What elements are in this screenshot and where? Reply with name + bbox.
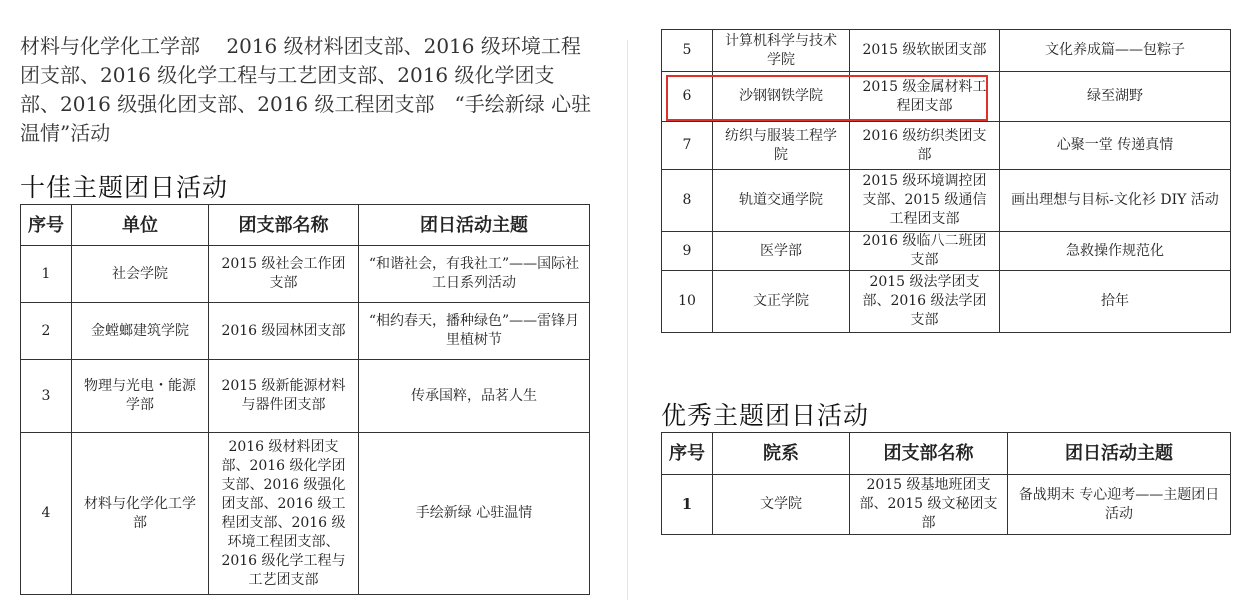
row-unit: 沙钢钢铁学院	[713, 72, 850, 122]
excellent-table	[661, 432, 1231, 535]
table-row	[662, 30, 1231, 72]
row-theme: 手绘新绿 心驻温情	[359, 433, 590, 595]
row-branch: 2015 级软嵌团支部	[850, 30, 1000, 72]
row-branch: 2016 级园林团支部	[209, 303, 359, 360]
row-no: 7	[662, 122, 713, 170]
header-no: 序号	[662, 433, 713, 475]
highlight-box	[666, 75, 988, 121]
row-no: 10	[662, 271, 713, 333]
row-unit: 金螳螂建筑学院	[72, 303, 209, 360]
row-theme: 急救操作规范化	[1000, 232, 1231, 271]
row-theme: 心聚一堂 传递真情	[1000, 122, 1231, 170]
row-branch: 2015 级新能源材料与器件团支部	[209, 360, 359, 433]
row-no: 1	[21, 246, 72, 303]
table-row	[662, 475, 1231, 535]
header-branch: 团支部名称	[850, 433, 1008, 475]
table-row	[662, 122, 1231, 170]
header-no: 序号	[21, 205, 72, 246]
row-unit: 计算机科学与技术学院	[713, 30, 850, 72]
table-row	[21, 303, 590, 360]
row-theme: 传承国粹，品茗人生	[359, 360, 590, 433]
header-theme: 团日活动主题	[359, 205, 590, 246]
row-no: 2	[21, 303, 72, 360]
row-theme: 绿至湖野	[1000, 72, 1231, 122]
row-no: 5	[662, 30, 713, 72]
row-unit: 医学部	[713, 232, 850, 271]
row-theme: “和谐社会，有我社工”——国际社工日系列活动	[359, 246, 590, 303]
top10-table	[20, 204, 590, 595]
row-unit: 轨道交通学院	[713, 170, 850, 232]
row-branch: 2015 级社会工作团支部	[209, 246, 359, 303]
table-header-row	[21, 205, 590, 246]
table-row	[21, 433, 590, 595]
row-branch: 2016 级临八二班团支部	[850, 232, 1000, 271]
row-unit: 物理与光电・能源学部	[72, 360, 209, 433]
row-theme: 文化养成篇——包粽子	[1000, 30, 1231, 72]
row-branch: 2015 级金属材料工程团支部	[850, 72, 1000, 122]
row-no: 9	[662, 232, 713, 271]
row-branch: 2016 级纺织类团支部	[850, 122, 1000, 170]
row-unit: 文正学院	[713, 271, 850, 333]
left-column	[20, 0, 592, 588]
row-theme: 画出理想与目标-文化衫 DIY 活动	[1000, 170, 1231, 232]
row-no: 1	[662, 475, 713, 535]
row-no: 3	[21, 360, 72, 433]
header-branch: 团支部名称	[209, 205, 359, 246]
row-no: 8	[662, 170, 713, 232]
section2-title: 优秀主题团日活动	[661, 401, 870, 430]
row-unit: 社会学院	[72, 246, 209, 303]
row-unit: 文学院	[713, 475, 850, 535]
row-no: 6	[662, 72, 713, 122]
table-header-row	[662, 433, 1231, 475]
header-unit: 单位	[72, 205, 209, 246]
header-theme: 团日活动主题	[1008, 433, 1231, 475]
table-row	[21, 360, 590, 433]
row-theme: 备战期末 专心迎考——主题团日活动	[1008, 475, 1231, 535]
row-branch: 2016 级材料团支部、2016 级化学团支部、2016 级强化团支部、2016 级工程团支部、2016 级环境工程团支部、2016 级化学工程与工艺团支部	[209, 433, 359, 595]
table-row	[21, 246, 590, 303]
row-branch: 2015 级法学团支部、2016 级法学团支部	[850, 271, 1000, 333]
row-theme: “相约春天，播种绿色”——雷锋月里植树节	[359, 303, 590, 360]
row-theme: 拾年	[1000, 271, 1231, 333]
column-divider	[627, 40, 628, 600]
row-unit: 材料与化学化工学部	[72, 433, 209, 595]
row-branch: 2015 级环境调控团支部、2015 级通信工程团支部	[850, 170, 1000, 232]
table-row	[662, 271, 1231, 333]
section1-title: 十佳主题团日活动	[20, 173, 229, 202]
table-row	[662, 232, 1231, 271]
row-unit: 纺织与服装工程学院	[713, 122, 850, 170]
header-unit: 院系	[713, 433, 850, 475]
table-row	[662, 170, 1231, 232]
intro-paragraph: 材料与化学化工学部 2016 级材料团支部、2016 级环境工程团支部、2016 级化学工程与工艺团支部、2016 级化学团支部、2016 级强化团支部、2016 级工程团支部 “手绘新绿 心驻温情”活动	[20, 34, 592, 145]
row-branch: 2015 级基地班团支部、2015 级文秘团支部	[850, 475, 1008, 535]
row-no: 4	[21, 433, 72, 595]
